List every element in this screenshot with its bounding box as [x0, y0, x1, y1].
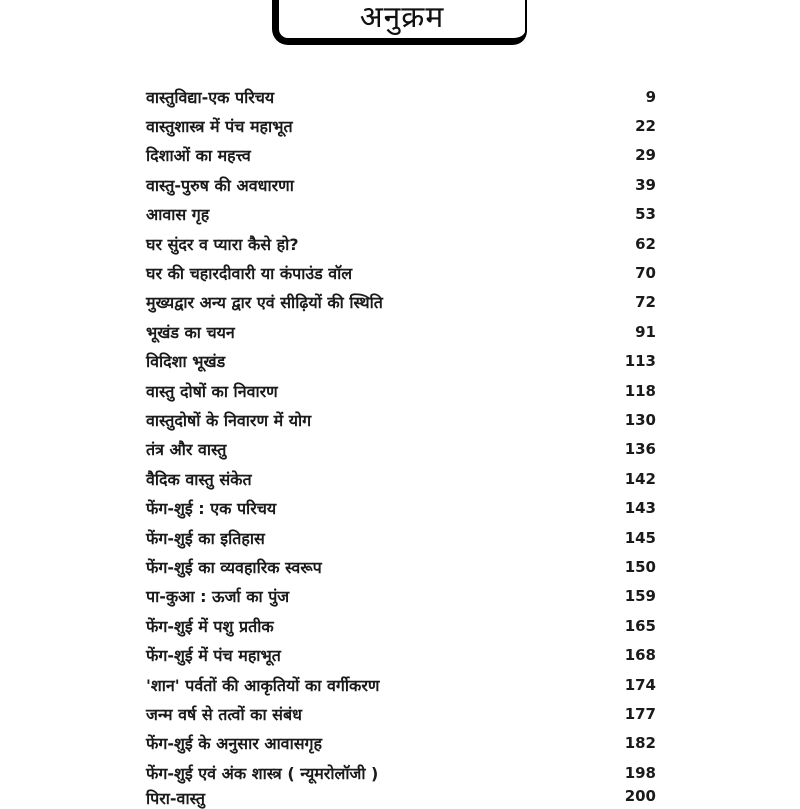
toc-entry[interactable]: [146, 611, 656, 640]
toc-entry-title: विदिशा भूखंड: [146, 352, 226, 372]
toc-entry[interactable]: [146, 493, 656, 522]
toc-entry-page: 159: [624, 587, 656, 606]
toc-entry-page: 39: [635, 175, 656, 194]
toc-entry[interactable]: [146, 170, 656, 199]
toc-entry[interactable]: [146, 288, 656, 317]
toc-entry[interactable]: [146, 523, 656, 552]
toc-entry-title: तंत्र और वास्तु: [146, 440, 227, 460]
toc-entry-title: वैदिक वास्तु संकेत: [146, 469, 252, 489]
toc-entry-page: 29: [635, 146, 656, 165]
toc-entry-page: 143: [624, 499, 656, 518]
toc-entry-page: 142: [624, 469, 656, 488]
toc-entry[interactable]: [146, 640, 656, 669]
toc-entry-page: 136: [624, 440, 656, 459]
toc-entry[interactable]: [146, 464, 656, 493]
toc-entry-title: पा-कुआ : ऊर्जा का पुंज: [146, 587, 290, 607]
toc-entry-title: फेंग-शुई के अनुसार आवासगृह: [146, 734, 323, 754]
toc-entry[interactable]: [146, 200, 656, 229]
toc-entry[interactable]: [146, 376, 656, 405]
toc-entry-page: 168: [624, 646, 656, 665]
toc-entry-page: 9: [645, 87, 656, 106]
toc-entry-title: वास्तुविद्या-एक परिचय: [146, 87, 275, 107]
toc-entry-page: 145: [624, 528, 656, 547]
title-box: [272, 0, 527, 45]
toc-entry-title: पिरा-वास्तु: [146, 789, 205, 809]
toc-entry-title: फेंग-शुई : एक परिचय: [146, 499, 277, 519]
toc-entry-page: 198: [624, 763, 656, 782]
toc-entry-page: 130: [624, 410, 656, 429]
toc-entry-page: 72: [635, 293, 656, 312]
toc-entry[interactable]: [146, 405, 656, 434]
toc-entry-title: मुख्यद्वार अन्य द्वार एवं सीढ़ियों की स्थिति: [146, 293, 383, 313]
toc-entry-page: 118: [624, 381, 656, 400]
toc-entry-page: 91: [635, 322, 656, 341]
toc-entry[interactable]: [146, 729, 656, 758]
toc-entry-page: 150: [624, 557, 656, 576]
toc-entry[interactable]: [146, 317, 656, 346]
toc-entry-title: वास्तुदोषों के निवारण में योग: [146, 410, 312, 430]
toc-entry-title: फेंग-शुई में पंच महाभूत: [146, 646, 281, 666]
toc-entry-title: फेंग-शुई एवं अंक शास्त्र ( न्यूमरोलॉजी ): [146, 763, 379, 783]
toc-entry[interactable]: [146, 758, 656, 787]
toc-entry-page: 53: [635, 205, 656, 224]
toc-entry[interactable]: [146, 787, 656, 809]
toc-entry-title: फेंग-शुई का इतिहास: [146, 528, 265, 548]
toc-entry[interactable]: [146, 552, 656, 581]
toc-entry[interactable]: [146, 670, 656, 699]
toc-entry-title: आवास गृह: [146, 205, 210, 225]
toc-entry-page: 62: [635, 234, 656, 253]
toc-entry[interactable]: [146, 229, 656, 258]
toc-entry[interactable]: [146, 347, 656, 376]
toc-entry-title: 'शान' पर्वतों की आकृतियों का वर्गीकरण: [146, 675, 380, 695]
toc-entry[interactable]: [146, 141, 656, 170]
toc-entry-title: वास्तु-पुरुष की अवधारणा: [146, 175, 294, 195]
toc-entry-page: 70: [635, 264, 656, 283]
toc-entry-page: 177: [624, 704, 656, 723]
toc-entry-page: 182: [624, 734, 656, 753]
toc-entry[interactable]: [146, 258, 656, 287]
toc-entry-page: 174: [624, 675, 656, 694]
toc-entry-title: फेंग-शुई का व्यवहारिक स्वरूप: [146, 557, 322, 577]
toc-entry-title: घर की चहारदीवारी या कंपाउंड वॉल: [146, 264, 353, 284]
toc-entry-title: वास्तु दोषों का निवारण: [146, 381, 278, 401]
toc-entry-title: घर सुंदर व प्यारा कैसे हो?: [146, 234, 299, 254]
toc-entry-title: फेंग-शुई में पशु प्रतीक: [146, 616, 274, 636]
toc-entry[interactable]: [146, 699, 656, 728]
page-title: अनुक्रम: [359, 0, 445, 35]
toc-entry-title: दिशाओं का महत्त्व: [146, 146, 251, 166]
toc-entry-title: जन्म वर्ष से तत्वों का संबंध: [146, 704, 302, 724]
toc-entry-page: 22: [635, 117, 656, 136]
toc-entry-title: भूखंड का चयन: [146, 322, 235, 342]
toc-entry[interactable]: [146, 435, 656, 464]
toc-entry[interactable]: [146, 82, 656, 111]
table-of-contents: [146, 82, 656, 809]
toc-entry[interactable]: [146, 582, 656, 611]
toc-entry[interactable]: [146, 111, 656, 140]
toc-entry-page: 165: [624, 616, 656, 635]
toc-entry-title: वास्तुशास्त्र में पंच महाभूत: [146, 117, 293, 137]
toc-entry-page: 200: [624, 787, 656, 806]
toc-entry-page: 113: [624, 352, 656, 371]
